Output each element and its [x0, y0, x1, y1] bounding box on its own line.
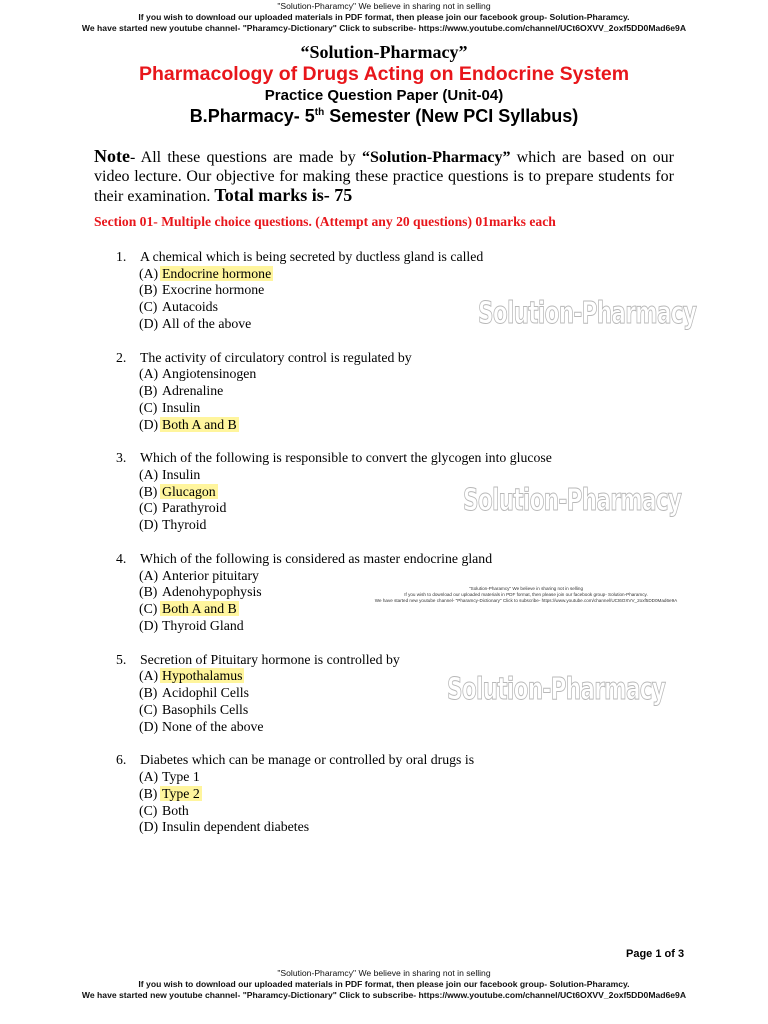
watermark: Solution-Pharmacy: [463, 483, 682, 518]
question-text: Secretion of Pituitary hormone is controlled by: [140, 651, 400, 667]
option-letter: (A): [139, 265, 159, 281]
paper-subtitle: Practice Question Paper (Unit-04): [264, 87, 504, 104]
option-text: Both: [162, 802, 189, 818]
option-letter: (C): [139, 601, 158, 617]
option-text: Insulin: [162, 399, 201, 415]
question-number: 1.: [116, 249, 127, 264]
question-text: Which of the following is considered as master endocrine gland: [140, 551, 493, 567]
highlighted-answer: Type 2: [162, 785, 200, 801]
brand-heading: “Solution-Pharmacy”: [300, 42, 468, 62]
option-letter: (D): [139, 617, 159, 633]
footer-line-2: If you wish to download our uploaded materials in PDF format, then please join our facebook group- Solution-Pharamcy.: [138, 979, 630, 989]
semester-sup: th: [314, 107, 325, 118]
option-text: Insulin dependent diabetes: [162, 819, 310, 835]
mini-banner: [352, 586, 700, 604]
option-letter: (B): [139, 785, 158, 801]
option-letter: (B): [139, 282, 158, 298]
answer-option: [116, 417, 636, 434]
answer-option: [116, 719, 636, 736]
option-letter: (C): [139, 802, 158, 818]
question-stem: [116, 652, 636, 669]
banner-line-3: We have started new youtube channel- "Pharamcy-Dictionary" Click to subscribe- https://www.youtube.com/channel/UCt6OXVV_2oxf5DD0Mad6e9A: [81, 23, 687, 33]
answer-option: [116, 400, 636, 417]
question-stem: [116, 350, 636, 367]
option-letter: (B): [139, 685, 158, 701]
watermark: Solution-Pharmacy: [478, 296, 697, 331]
question-list: [116, 249, 636, 853]
question-text: Which of the following is responsible to convert the glycogen into glucose: [140, 450, 552, 466]
question-item: [116, 752, 636, 836]
bottom-banner: [0, 968, 768, 1001]
note-paragraph: [94, 147, 674, 206]
page-title: Pharmacology of Drugs Acting on Endocrine System: [138, 63, 630, 85]
semester-suffix: Semester (New PCI Syllabus): [324, 106, 579, 126]
option-letter: (C): [139, 299, 158, 315]
question-number: 6.: [116, 752, 127, 768]
highlighted-answer: Hypothalamus: [162, 668, 243, 684]
answer-option: [116, 366, 636, 383]
question-text: The activity of circulatory control is regulated by: [140, 349, 412, 365]
question-number: 4.: [116, 551, 127, 567]
option-text: Parathyroid: [162, 500, 227, 516]
question-text: Diabetes which can be manage or controlled by oral drugs is: [140, 752, 475, 768]
section-heading: Section 01- Multiple choice questions. (Attempt any 20 questions) 01marks each: [94, 214, 556, 229]
option-letter: (B): [139, 483, 158, 499]
option-text: All of the above: [162, 315, 252, 331]
highlighted-answer: Endocrine hormone: [162, 265, 272, 281]
note-text-1: - All these questions are made by: [129, 149, 362, 166]
semester-prefix: B.Pharmacy- 5: [189, 106, 315, 126]
option-letter: (A): [139, 768, 159, 784]
option-letter: (D): [139, 517, 159, 533]
answer-option: [116, 568, 636, 585]
answer-option: [116, 467, 636, 484]
question-number: 2.: [116, 349, 127, 365]
question-stem: [116, 249, 636, 266]
top-banner: [0, 1, 768, 34]
page-number: Page 1 of 3: [626, 948, 685, 960]
option-text: Exocrine hormone: [162, 282, 265, 298]
option-text: Anterior pituitary: [162, 567, 259, 583]
answer-option: [116, 803, 636, 820]
note-text-2: which are based on our video lecture. Our objective for making these practice questions is to prepare students for their examination.: [94, 149, 675, 205]
mini-banner-line-3: We have started new youtube channel- "Pharamcy-Dictionary" Click to subscribe- https://www.youtube.com/channel/UCt6OXVV_2oxf5DD0Mad6e9A: [374, 598, 678, 603]
answer-option: [116, 819, 636, 836]
option-text: Acidophil Cells: [162, 685, 249, 701]
answer-option: [116, 517, 636, 534]
option-text: Angiotensinogen: [162, 366, 257, 382]
option-letter: (D): [139, 315, 159, 331]
option-letter: (A): [139, 366, 159, 382]
option-letter: (A): [139, 668, 159, 684]
option-letter: (D): [139, 819, 159, 835]
banner-line-2: If you wish to download our uploaded materials in PDF format, then please join our facebook group- Solution-Pharamcy.: [138, 12, 630, 22]
option-text: Autacoids: [162, 299, 218, 315]
question-stem: [116, 551, 636, 568]
highlighted-answer: Glucagon: [162, 483, 216, 499]
question-stem: [116, 450, 636, 467]
answer-option: [116, 618, 636, 635]
option-text: Adenohypophysis: [162, 584, 262, 600]
question-number: 5.: [116, 651, 127, 667]
option-letter: (C): [139, 399, 158, 415]
option-letter: (C): [139, 500, 158, 516]
answer-option: [116, 769, 636, 786]
option-text: Basophils Cells: [162, 701, 249, 717]
option-letter: (B): [139, 584, 158, 600]
option-text: None of the above: [162, 718, 264, 734]
mini-banner-line-1: "Solution-Pharamcy" We believe in sharing not in selling: [469, 586, 583, 591]
banner-line-1: "Solution-Pharamcy" We believe in sharing not in selling: [277, 1, 491, 11]
question-item: [116, 350, 636, 434]
option-text: Thyroid: [162, 517, 207, 533]
semester-heading: [0, 106, 768, 127]
watermark: Solution-Pharmacy: [447, 672, 666, 707]
option-letter: (B): [139, 382, 158, 398]
question-stem: [116, 752, 636, 769]
footer-line-1: "Solution-Pharamcy" We believe in sharing not in selling: [277, 968, 491, 978]
note-label: Note: [94, 146, 130, 166]
option-letter: (C): [139, 701, 158, 717]
option-letter: (A): [139, 567, 159, 583]
answer-option: [116, 266, 636, 283]
option-text: Insulin: [162, 466, 201, 482]
option-text: Adrenaline: [162, 382, 224, 398]
note-brand: “Solution-Pharmacy”: [362, 149, 511, 166]
option-text: Type 1: [162, 768, 200, 784]
highlighted-answer: Both A and B: [162, 416, 237, 432]
option-text: Thyroid Gland: [162, 617, 244, 633]
mini-banner-line-2: If you wish to download our uploaded materials in PDF format, then please join our facebook group- Solution-Pharamcy.: [404, 592, 648, 597]
question-text: A chemical which is being secreted by ductless gland is called: [140, 249, 484, 264]
option-letter: (A): [139, 466, 159, 482]
option-letter: (D): [139, 718, 159, 734]
footer-line-3: We have started new youtube channel- "Pharamcy-Dictionary" Click to subscribe- https://www.youtube.com/channel/UCt6OXVV_2oxf5DD0Mad6e9A: [81, 990, 687, 1000]
answer-option: [116, 383, 636, 400]
question-number: 3.: [116, 450, 127, 466]
answer-option: [116, 786, 636, 803]
note-total-marks: Total marks is- 75: [214, 185, 353, 205]
highlighted-answer: Both A and B: [162, 601, 237, 617]
option-letter: (D): [139, 416, 159, 432]
